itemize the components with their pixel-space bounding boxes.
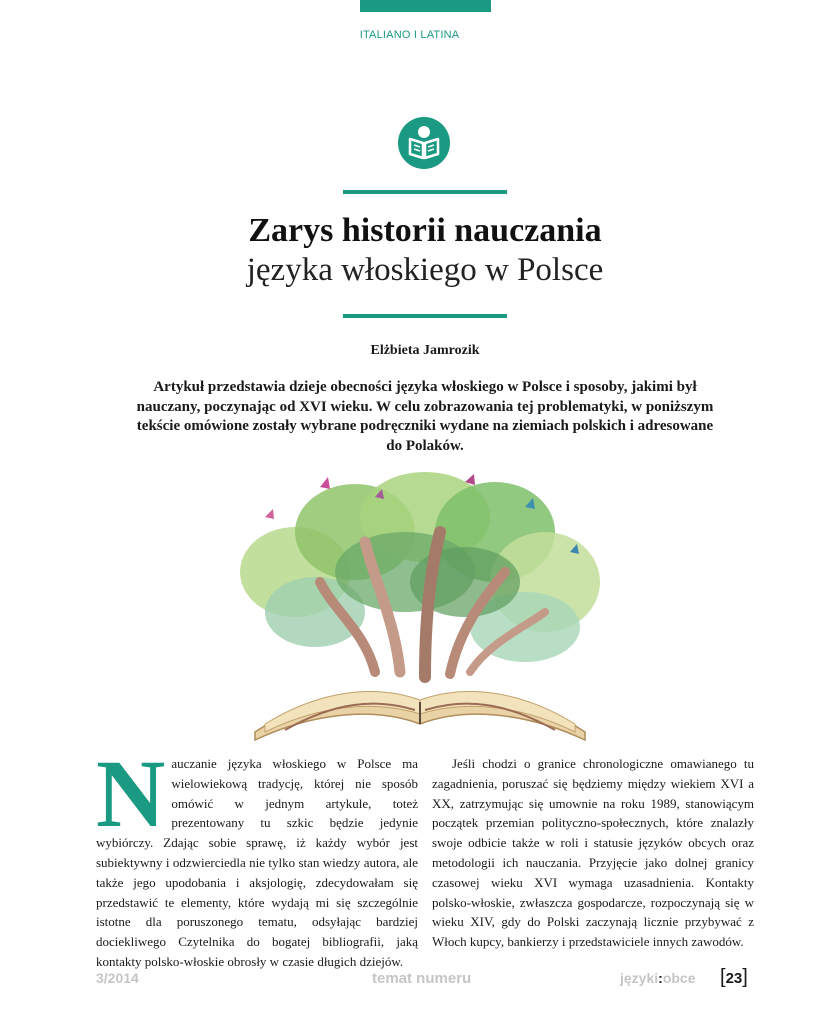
footer-brand-part1: języki <box>620 970 659 986</box>
body-paragraph-left: auczanie języka włoskiego w Polsce ma wielowiekową tradycję, której nie sposób omówić w jednym artykule, toteż prezentowany tu szkic będzie jedynie wybiórczy. Zdając sobie sprawę, iż każdy wybór jest subiektywny i odzwierciedla nie tylko stan wiedzy autora, ale także jego upodobania i aksjologię, zdecydowałam się przedstawić te elementy, które wydają mi się szczególnie istotne dla poruszonego tematu, odsyłając bardziej dociekliwego Czytelnika do bogatej bibliografii, jaką kontakty polsko-włoskie obrosły w czasie długich dziejów. <box>96 756 418 969</box>
body-column-left <box>96 740 418 972</box>
top-accent-bar <box>360 0 491 12</box>
footer-page-number <box>720 966 748 989</box>
book-trees-illustration <box>225 462 615 742</box>
section-label: ITALIANO I LATINA <box>359 29 460 41</box>
footer-magazine-brand <box>620 970 696 986</box>
page-number: 23 <box>725 970 743 987</box>
drop-cap: N <box>96 740 166 847</box>
footer-brand-part2: obce <box>662 970 696 986</box>
body-column-right <box>432 754 754 952</box>
article-title: Zarys historii nauczania <box>248 212 602 249</box>
lead-paragraph: Artykuł przedstawia dzieje obecności języka włoskiego w Polsce i sposoby, jakimi był nauczany, poczynając od XVI wieku. W celu zobrazowania tej problematyki, w poniższym tekście omówione zostały wybrane podręczniki wydane na ziemiach polskich i adresowane do Polaków. <box>136 379 714 454</box>
body-paragraph-right: Jeśli chodzi o granice chronologiczne omawianego tu zagadnienia, poruszać się będziemy między wiekiem XVI a XX, zatrzymując się umownie na roku 1989, stanowiącym początek przemian polityczno-społecznych, które znalazły swoje odbicie także w roli i statusie języków obcych oraz metodologii ich nauczania. Przyjęcie jako dolnej granicy czasowej wieku XVI wymaga uzasadnienia. Kontakty polsko-włoskie, zwłaszcza gospodarcze, rozpoczynają się w wieku XIV, gdy do Polski zaczynają licznie przybywać z Włoch kupcy, bankierzy i przedstawiciele innych zawodów. <box>432 756 754 950</box>
footer-issue: 3/2014 <box>96 970 139 986</box>
article-subtitle: języka włoskiego w Polsce <box>246 252 604 288</box>
reader-book-icon <box>398 117 450 169</box>
title-rule-bottom <box>343 314 507 318</box>
page-bracket-close: ] <box>742 966 748 988</box>
title-rule-top <box>343 190 507 194</box>
author-name: Elżbieta Jamrozik <box>370 343 480 358</box>
footer-section: temat numeru <box>372 970 472 987</box>
footer-brand-colon: : <box>658 970 663 986</box>
page-bracket-open: [ <box>720 966 726 988</box>
